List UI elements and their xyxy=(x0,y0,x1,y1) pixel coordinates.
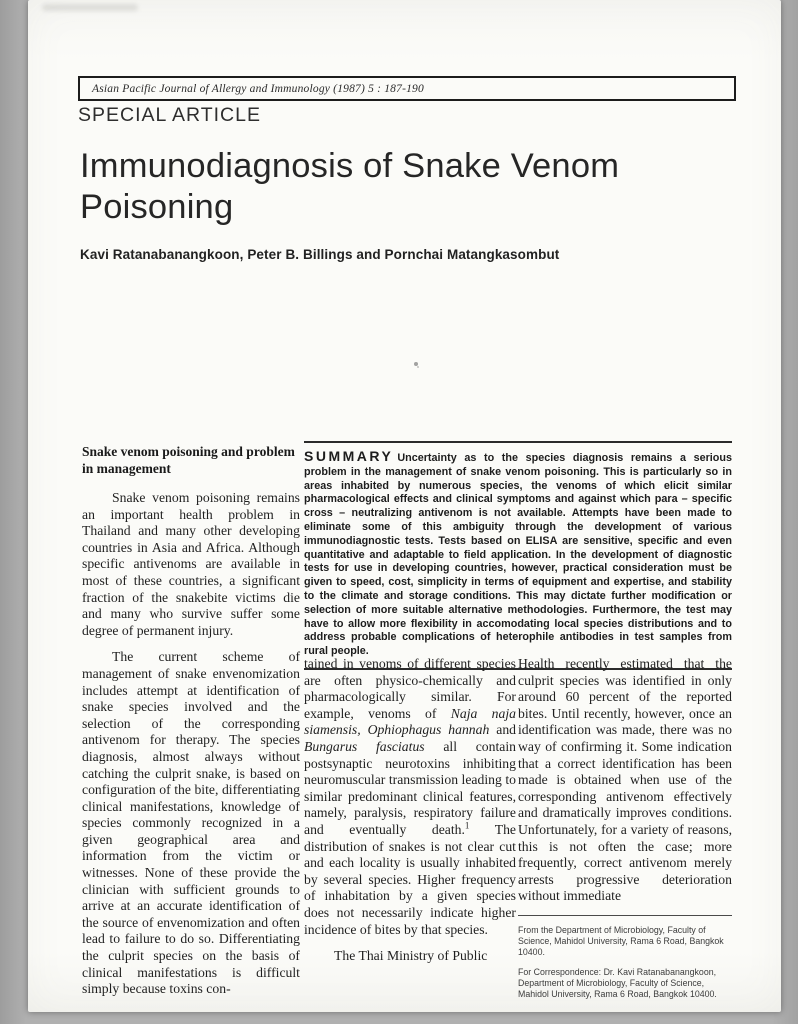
summary-text: Uncertainty as to the species diagnosis remains a serious problem in the management of snake venom poisoning. This is particularly so in areas inhabited by numerous species, the venoms of which elicit similar pharmacological effects and clinical symptoms and against which para – specific cross – neutralizing antivenom is not available. Attempts have been made to eliminate some of this ambiguity through the development of various immunodiagnostic tests. Tests based on ELISA are sensitive, specific and even quantitative and adaptable to field application. In the development of diagnostic tests for use in developing countries, however, practical consideration must be given to speed, cost, simplicity in terms of equipment and expertise, and stability to the climate and storage conditions. This may dictate further modification or selection of more suitable alternative methodologies. Furthermore, the test may have to allow more flexibility in accomodating local species distributions and to address probable complications of heterophile antibodies in test samples from rural people. xyxy=(304,452,732,658)
scan-smudge xyxy=(42,4,138,11)
body-paragraph: Snake venom poisoning remains an important health problem in Thailand and many other developing countries in Asia and Africa. Although specific antivenoms are available in most of these countries, a significant fraction of the snakebite victims die and many who survive suffer some degree of permanent injury. xyxy=(82,490,300,638)
summary-paragraph xyxy=(304,450,732,659)
reference-superscript: 1 xyxy=(464,820,470,831)
paragraph-text: all contain postsynaptic neurotoxins inhibiting neuromuscular transmission leading to similar predominant clinical features, namely, paralysis, respiratory failure and eventually death. xyxy=(304,738,516,837)
article-title: Immunodiagnosis of Snake Venom Poisoning xyxy=(80,147,620,226)
section-label: SPECIAL ARTICLE xyxy=(78,104,261,126)
species-name-italic: Bungarus fasciatus xyxy=(304,738,425,754)
body-paragraph: Health recently estimated that the culprit species was identified in only around 60 percent of the reported bites. Until recently, however, once an identification was made, there was no way of confirming it. Some indication that a correct identification has been made is obtained when use of the corresponding antivenom effectively and dramatically improves conditions. Unfortunately, for a variety of reasons, this is not often the case; more frequently, correct antivenom merely arrests progressive deterioration without immediate xyxy=(518,656,732,904)
section-heading: Snake venom poisoning and problem in management xyxy=(82,444,295,476)
paragraph-text: The distribution of snakes is not clear cut and each locality is usually inhabited by several species. Higher frequency of inhabitation by a given species does not necessarily indicate higher incidence of bites by that species. xyxy=(304,821,516,937)
affiliation-footnote: From the Department of Microbiology, Faculty of Science, Mahidol University, Rama 6 Road, Bangkok 10400. xyxy=(518,924,724,958)
body-paragraph: The current scheme of management of snake envenomization includes attempt at identification of snake species involved and the selection of the corresponding antivenom for therapy. The species diagnosis, almost always without catching the culprit snake, is based on configuration of the bite, differentiating clinical manifestations, knowledge of species commonly recognized in a given geographical area and information from the victim or witnesses. None of these provide the clinician with sufficient grounds to arrive at an accurate identification of the source of envenomization and often lead to failure to do so. Differentiating the culprit species on the basis of clinical manifestations is difficult simply because toxins con- xyxy=(82,649,300,997)
summary-label: SUMMARY xyxy=(304,448,394,464)
article-authors: Kavi Ratanabanangkoon, Peter B. Billings and Pornchai Matangkasombut xyxy=(80,247,560,262)
body-paragraph xyxy=(304,656,516,938)
middle-column xyxy=(304,656,516,975)
journal-citation: Asian Pacific Journal of Allergy and Immunology (1987) 5 : 187-190 xyxy=(92,82,424,95)
scan-speck xyxy=(414,362,418,366)
correspondence-footnote: For Correspondence: Dr. Kavi Ratanabanangkoon, Department of Microbiology, Faculty of Science, Mahidol University, Rama 6 Road, Bangkok 10400. xyxy=(518,966,717,999)
body-paragraph: The Thai Ministry of Public xyxy=(334,948,488,964)
paragraph-text: and xyxy=(489,722,517,738)
paper-page xyxy=(28,0,781,1012)
footnote-divider xyxy=(518,915,732,916)
journal-citation-box xyxy=(78,76,736,101)
summary-box xyxy=(304,441,732,670)
paragraph-text: tained in venoms of different species are often physico-chemically and pharmacologically similar. For example, venoms of xyxy=(304,656,516,721)
right-column xyxy=(518,656,732,1008)
left-column xyxy=(82,443,300,1008)
species-name-italic: Naja naja siamensis, Ophiophagus hannah xyxy=(304,705,516,738)
